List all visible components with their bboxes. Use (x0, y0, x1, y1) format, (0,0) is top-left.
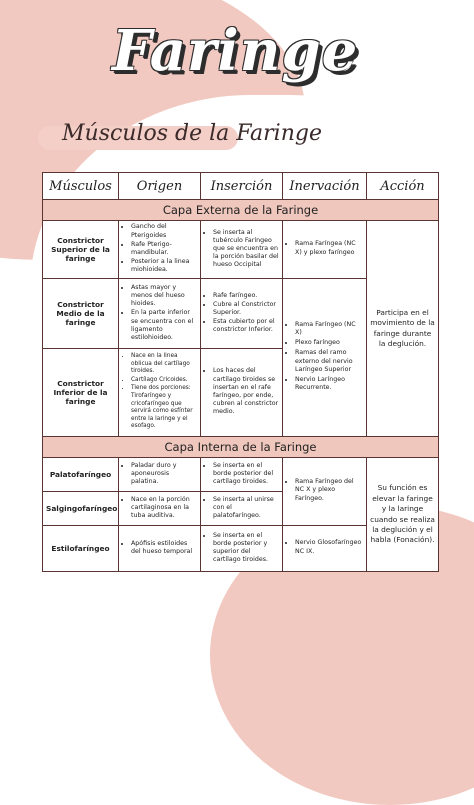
accion-cell-interna: Su función es elevar la faringe y la laringe cuando se realiza la deglución y el habla (Fonación). (367, 458, 439, 572)
header-musculos: Músculos (43, 173, 119, 200)
list-item: • Tiene dos porciones: Tirofaríngeo y cricofaríngeo que servirá como esfínter entre la laringe y el esofago. (131, 385, 197, 430)
muscle-name: Constrictor Inferior de la faringe (43, 349, 119, 437)
section-title-externa: Capa Externa de la Faringe (43, 200, 439, 221)
list-item: • Se inserta al tubérculo Faríngeo que se encuentra en la porción basilar del hueso Occipital (213, 229, 279, 270)
list-item: • Nace en la linea oblicua del cartílago tiroides. (131, 353, 197, 376)
table-row (43, 221, 439, 279)
insercion-cell (201, 349, 283, 437)
origen-cell (119, 458, 201, 492)
origen-cell (119, 349, 201, 437)
muscle-name: Estilofaríngeo (43, 526, 119, 572)
list-item: • Se inserta en el borde posterior del cartílago tiroides. (213, 462, 279, 487)
list-item: • Rama Faríngeo del NC X y plexo Faríngeo. (295, 478, 363, 503)
insercion-cell (201, 458, 283, 492)
list-item: • Esta cubierto por el constrictor Inferior. (213, 318, 279, 334)
accion-cell-externa: Participa en el movimiento de la faringe durante la deglución. (367, 221, 439, 437)
header-origen: Origen (119, 173, 201, 200)
list-item: • Rafe faríngeo. (213, 292, 279, 300)
origen-cell (119, 526, 201, 572)
inervacion-cell (283, 526, 367, 572)
header-insercion: Inserción (201, 173, 283, 200)
list-item: • Apófisis estiloides del hueso temporal (131, 540, 197, 556)
insercion-cell (201, 492, 283, 526)
list-item: • Rafe Pterigo-mandibular. (131, 241, 197, 257)
muscle-name: Salgingofaríngeo (43, 492, 119, 526)
header-accion: Acción (367, 173, 439, 200)
muscle-name: Palatofaríngeo (43, 458, 119, 492)
list-item: • Posterior a la linea miohioidea. (131, 258, 197, 274)
list-item: • Gancho del Pterigoides (131, 223, 197, 239)
list-item: • Los haces del cartílago tiroides se insertan en el rafe faríngeo, por ende, cubren al constrictor medio. (213, 367, 279, 416)
inervacion-cell (283, 221, 367, 279)
muscles-table (42, 172, 439, 572)
insercion-cell (201, 221, 283, 279)
page-subtitle: Músculos de la Faringe (62, 121, 322, 146)
section-title-interna: Capa Interna de la Faringe (43, 437, 439, 458)
origen-cell (119, 492, 201, 526)
origen-cell (119, 221, 201, 279)
list-item: • Cartílago Cricoides. (131, 377, 197, 385)
muscle-name: Constrictor Superior de la faringe (43, 221, 119, 279)
list-item: • Plexo faríngeo (295, 339, 363, 347)
table-header-row (43, 173, 439, 200)
muscle-name: Constrictor Medio de la faringe (43, 279, 119, 349)
list-item: • Nervio Glosofaríngeo NC IX. (295, 539, 363, 555)
insercion-cell (201, 279, 283, 349)
list-item: • Ramas del ramo externo del nervio Laríngeo Superior (295, 349, 363, 374)
insercion-cell (201, 526, 283, 572)
list-item: • Cubre al Constrictor Superior. (213, 301, 279, 317)
table-row (43, 458, 439, 492)
section-row-externa (43, 200, 439, 221)
list-item: • Se inserta al unirse con el palatofaríngeo. (213, 496, 279, 521)
list-item: • Astas mayor y menos del hueso hioides. (131, 284, 197, 309)
section-row-interna (43, 437, 439, 458)
inervacion-cell (283, 279, 367, 437)
list-item: • Rama Faríngea (NC X) y plexo faríngeo (295, 240, 363, 256)
list-item: • Se inserta en el borde posterior y superior del cartílago tiroides. (213, 532, 279, 565)
list-item: • Rama Faríngeo (NC X) (295, 321, 363, 337)
list-item: • Nervio Laríngeo Recurrente. (295, 376, 363, 392)
list-item: • Nace en la porción cartilaginosa en la tuba auditiva. (131, 496, 197, 521)
page-title: Faringe (112, 18, 359, 84)
header-inervacion: Inervación (283, 173, 367, 200)
inervacion-cell (283, 458, 367, 526)
list-item: • Paladar duro y aponeurosis palatina. (131, 462, 197, 487)
list-item: • En la parte inferior se encuentra con el ligamento estilohioideo. (131, 309, 197, 342)
origen-cell (119, 279, 201, 349)
